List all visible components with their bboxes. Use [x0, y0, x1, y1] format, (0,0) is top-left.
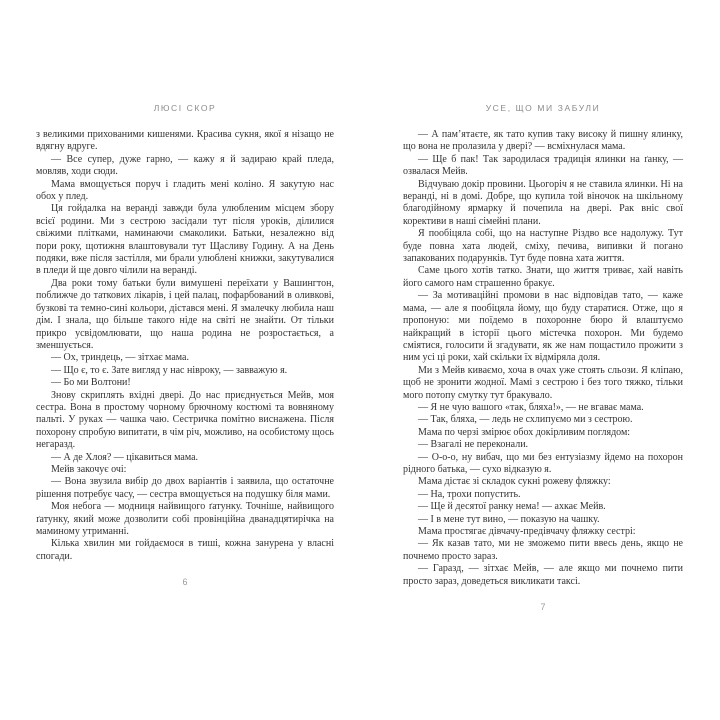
paragraph: — На, трохи попустить. — [418, 488, 521, 500]
paragraph: Мама дістає зі складок сукні рожеву фляжку: — [418, 476, 611, 488]
paragraph: — Ще й десятої ранку нема! — ахкає Мейв. — [418, 501, 606, 513]
paragraph: — Все супер, дуже гарно, — кажу я й задираю край пледа, мовляв, ходи сюди. — [36, 153, 334, 178]
paragraph: Кілька хвилин ми гойдаємося в тиші, кожна занурена у власні спогади. — [36, 538, 334, 562]
paragraph: — А пам’ятаєте, як тато купив таку високу й пишну ялинку, що вона не пролазила у двері? — всміхнулася мама. — [403, 129, 683, 153]
paragraph: — Я не чую вашого «так, бляха!», — не вгаває мама. — [418, 401, 644, 413]
paragraph: з великими прихованими кишенями. Красива сукня, якої я нізащо не вдягну вдруге. — [36, 129, 334, 153]
paragraph: — Гаразд, — зітхає Мейв, — але якщо ми почнемо пити просто зараз, доведеться викликати таксі. — [403, 563, 683, 587]
right-page-text — [403, 129, 683, 588]
paragraph: Два роки тому батьки були вимушені переїхати у Вашингтон, поближче до таткових лікарів, і цей палац, пофарбований в оливкові, бузкові та темно-сині кольори, дістався мені. Я змалечку любила наш дім. І знала, що більше такого ніде на світі не знайти. От тільки прикро усвідомлювати, що наша родина не розростається, а зменшується. — [36, 277, 334, 351]
paragraph: Ми з Мейв киваємо, хоча в очах уже стоять сльози. Я кліпаю, щоб не зронити жодної. Мамі з сестрою і без того тяжко, тільки мого потопу смутку тут бракувало. — [403, 364, 683, 401]
paragraph: — За мотиваційні промови в нас відповідав тато, — каже мама, — але я пообіцяла йому, що буду старатися. Отже, що я пропоную: ми поїдемо в похоронне бюро й влаштуємо найкращий в історії цього містечка похорон. Ми будемо сміятися, голосити й згадувати, як же нам пощастило прожити з ним усі ці роки, хай скільки їх відміряла доля. — [403, 290, 683, 364]
paragraph: Моя небога — модниця найвищого ґатунку. Точніше, найвищого ґатунку, який може дозволити собі провінційна дванадцятирічка на маминому утриманні. — [36, 501, 334, 537]
paragraph: Мама простягає дівчачу-предівчачу фляжку сестрі: — [418, 526, 636, 537]
paragraph: Саме цього хотів татко. Знати, що життя триває, хай навіть його самого нам страшенно бракує. — [403, 265, 683, 289]
paragraph: — Так, бляха, — ледь не схлипуємо ми з сестрою. — [418, 414, 633, 426]
paragraph: — О-о-о, ну вибач, що ми без ентузіазму йдемо на похорон рідного батька, — сухо відказую я. — [403, 451, 683, 475]
paragraph: — Вона звузила вибір до двох варіантів і заявила, що остаточне рішення потребує часу, — сестра вмощується на подушку біля мами. — [36, 476, 334, 500]
paragraph: Я пообіцяла собі, що на наступне Різдво все надолужу. Тут буде повна хата людей, сміху, печива, випивки й погано запакованих подарунків. Тут буде повна хата життя. — [403, 228, 683, 265]
left-page-text — [36, 129, 334, 563]
paragraph: — Ох, триндець, — зітхає мама. — [51, 352, 189, 364]
paragraph: Відчуваю докір провини. Цьогоріч я не ставила ялинки. Ні на веранді, ні в домі. Добре, що купила той віночок на шкільному благодійному ярмарку й почепила на двері. Рак вніс свої корективи в наші сімейні плани. — [403, 178, 683, 227]
paragraph: Мама вмощується поруч і гладить мені коліно. Я закутую нас обох у плед. — [36, 178, 334, 203]
right-page — [403, 103, 683, 612]
paragraph: — Взагалі не переконали. — [418, 439, 529, 451]
left-running-header: ЛЮСІ СКОР — [153, 103, 217, 113]
right-running-header: УСЕ, ЩО МИ ЗАБУЛИ — [485, 103, 601, 113]
paragraph: Знову скриплять вхідні двері. До нас приєднується Мейв, моя сестра. Вона в простому чорному брючному костюмі та вовняному пальті. У руках — чашка чаю. Сестричка помітно виснажена. Після похорону спробую випитати, в чім річ, можливо, на особистому щось негаразд. — [36, 389, 334, 451]
paragraph: Мама по черзі змірює обох докірливим поглядом: — [418, 426, 631, 438]
left-page — [36, 103, 334, 587]
paragraph: — Ще б пак! Так зародилася традиція ялинки на ґанку, — озвалася Мейв. — [403, 153, 683, 178]
paragraph: Мейв закочує очі: — [51, 463, 127, 475]
left-page-number: 6 — [182, 577, 188, 588]
paragraph: — Бо ми Волтони! — [51, 377, 131, 389]
right-page-number: 7 — [540, 602, 546, 613]
paragraph: — І в мене тут вино, — показую на чашку. — [418, 513, 600, 525]
paragraph: — А де Хлоя? — цікавиться мама. — [51, 451, 199, 463]
paragraph: — Як казав тато, ми не зможемо пити ввесь день, якщо не почнемо просто зараз. — [403, 538, 683, 562]
paragraph: Ця гойдалка на веранді завжди була улюбленим місцем збору всієї родини. Ми з сестрою засідали тут після уроків, ділилися свіжими плітками, наминаючи смаколики. Батьки, незалежно від пори року, щотижня влаштовували тут Щасливу Годину. А на День подяки, вже після застілля, ми брали улюблені книжки, закутувалися в пледи й ще довго чілили на веранді. — [36, 203, 334, 277]
paragraph: — Що є, то є. Зате вигляд у нас нівроку, — завважую я. — [51, 364, 288, 376]
